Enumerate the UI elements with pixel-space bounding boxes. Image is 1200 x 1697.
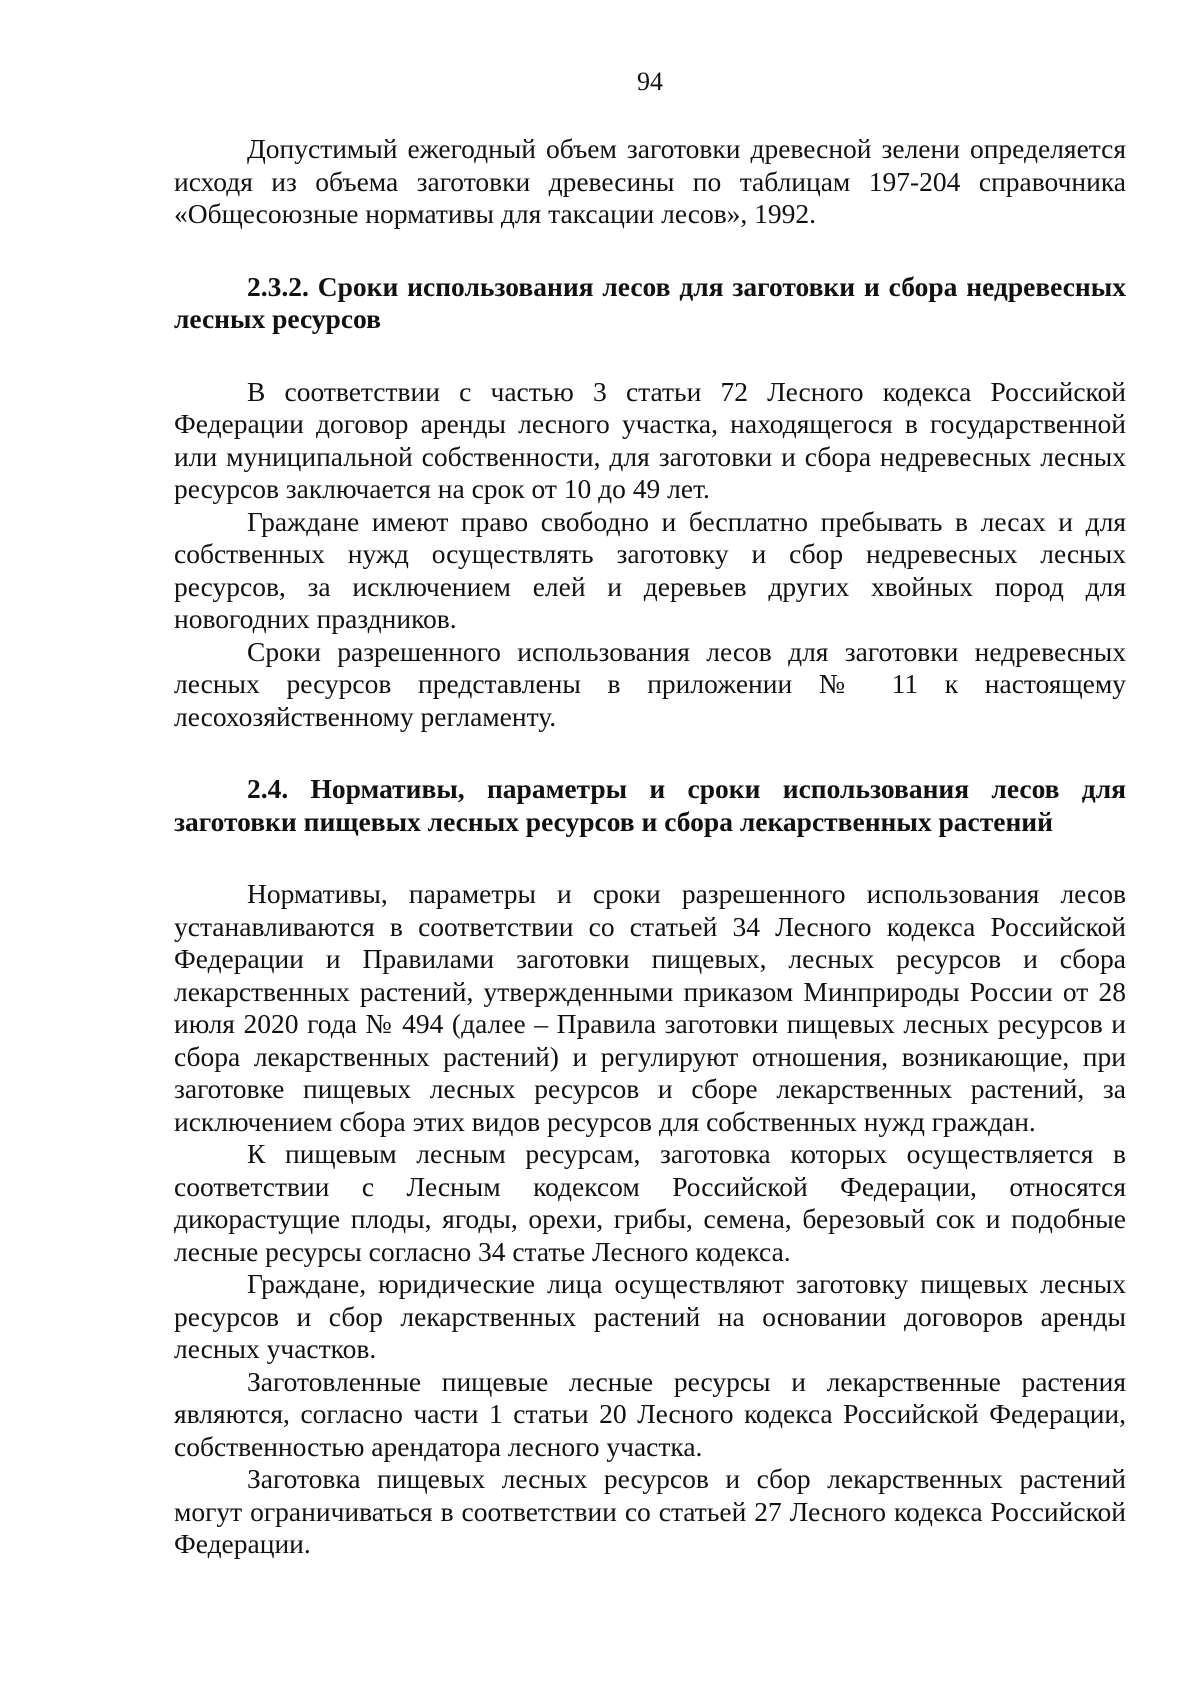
section-heading-2-3-2: 2.3.2. Сроки использования лесов для заготовки и сбора недревесных лесных ресурсов	[174, 270, 1126, 334]
page-number: 94	[637, 67, 663, 96]
document-body	[174, 133, 1126, 1561]
paragraph-wood-greenery-volume: Допустимый ежегодный объем заготовки древесной зелени определяется исходя из объема заготовки древесины по таблицам 197-204 справочника «Общесоюзные нормативы для таксации лесов», 1992.	[174, 133, 1126, 229]
paragraph-citizens-rights: Граждане имеют право свободно и бесплатно пребывать в лесах и для собственных нужд осуществлять заготовку и сбор недревесных лесных ресурсов, за исключением елей и деревьев других хвойных пород для новогодних праздников.	[174, 505, 1126, 634]
paragraph-lease-basis: Граждане, юридические лица осуществляют заготовку пищевых лесных ресурсов и сбор лекарственных растений на основании договоров аренды лесных участков.	[174, 1268, 1126, 1364]
paragraph-appendix-reference: Сроки разрешенного использования лесов для заготовки недревесных лесных ресурсов представлены в приложении № 11 к настоящему лесохозяйственному регламенту.	[174, 635, 1126, 732]
paragraph-restrictions: Заготовка пищевых лесных ресурсов и сбор лекарственных растений могут ограничиваться в соответствии со статьей 27 Лесного кодекса Российской Федерации.	[174, 1463, 1126, 1559]
paragraph-lease-term: В соответствии с частью 3 статьи 72 Лесного кодекса Российской Федерации договор аренды лесного участка, находящегося в государственной или муниципальной собственности, для заготовки и сбора недревесных лесных ресурсов заключается на срок от 10 до 49 лет.	[174, 375, 1126, 504]
paragraph-norms-parameters: Нормативы, параметры и сроки разрешенного использования лесов устанавливаются в соответствии со статьей 34 Лесного кодекса Российской Федерации и Правилами заготовки пищевых, лесных ресурсов и сбора лекарственных растений, утвержденными приказом Минприроды России от 28 июля 2020 года № 494 (далее – Правила заготовки пищевых лесных ресурсов и сбора лекарственных растений) и регулируют отношения, возникающие, при заготовке пищевых лесных ресурсов и сборе лекарственных растений, за исключением сбора этих видов ресурсов для собственных нужд граждан.	[174, 878, 1126, 1137]
paragraph-ownership: Заготовленные пищевые лесные ресурсы и лекарственные растения являются, согласно части 1 статьи 20 Лесного кодекса Российской Федерации, собственностью арендатора лесного участка.	[174, 1365, 1126, 1462]
section-heading-2-4: 2.4. Нормативы, параметры и сроки использования лесов для заготовки пищевых лесных ресурсов и сбора лекарственных растений	[174, 773, 1126, 837]
paragraph-food-resources: К пищевым лесным ресурсам, заготовка которых осуществляется в соответствии с Лесным кодексом Российской Федерации, относятся дикорастущие плоды, ягоды, орехи, грибы, семена, березовый сок и подобные лесные ресурсы согласно 34 статье Лесного кодекса.	[174, 1138, 1126, 1267]
